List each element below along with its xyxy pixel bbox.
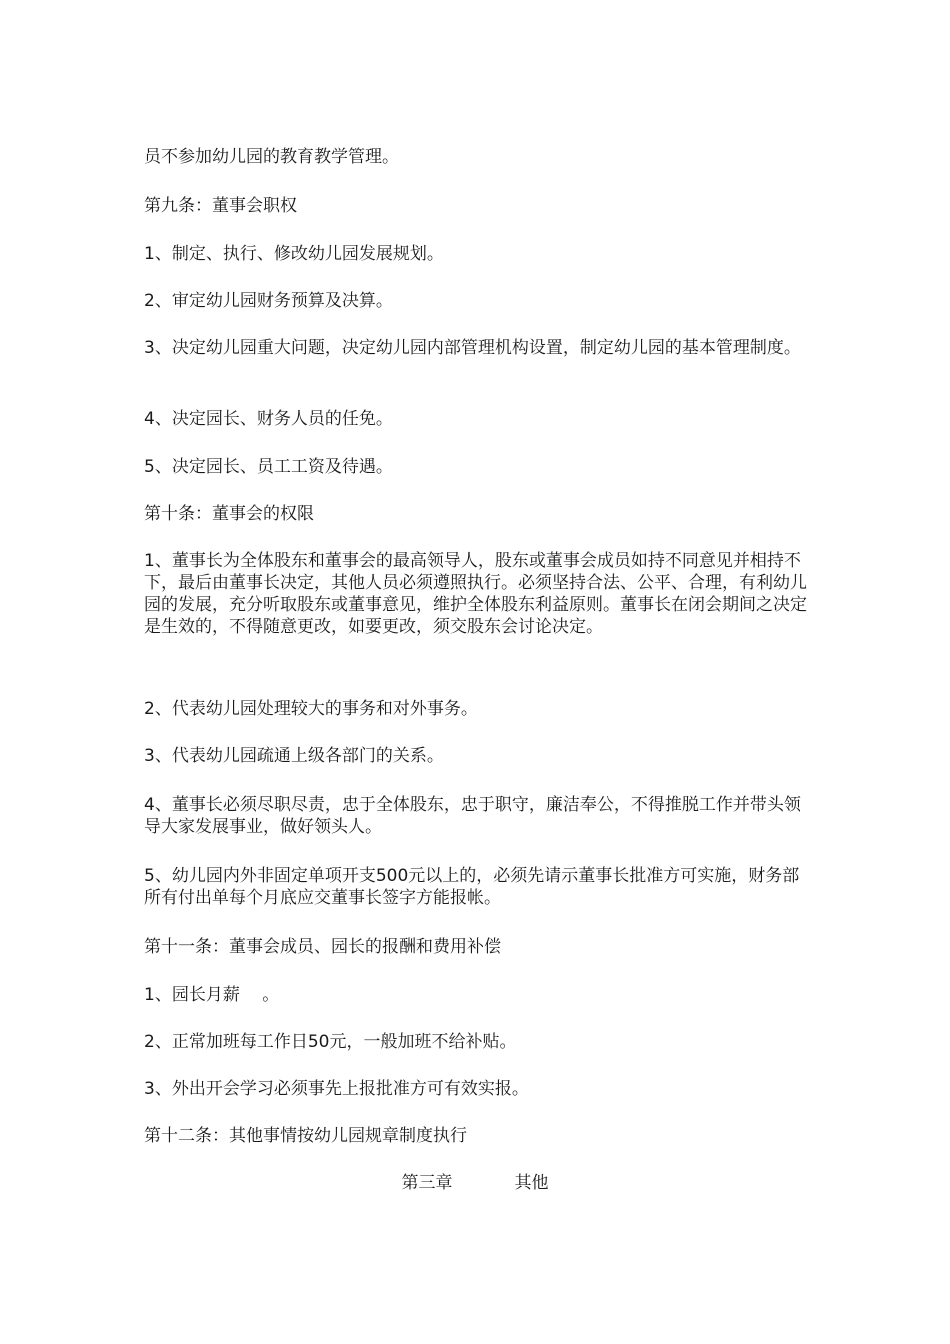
paragraph: 3、决定幼儿园重大问题，决定幼儿园内部管理机构设置，制定幼儿园的基本管理制度。 [144,338,801,358]
article-heading: 第十一条：董事会成员、园长的报酬和费用补偿 [144,937,501,957]
paragraph: 1、制定、执行、修改幼儿园发展规划。 [144,244,444,264]
paragraph: 5、决定园长、员工工资及待遇。 [144,457,393,477]
chapter-number: 第三章 [401,1173,453,1193]
article-heading: 第十条：董事会的权限 [144,504,314,524]
article-heading: 第九条：董事会职权 [144,196,297,216]
paragraph: 1、董事长为全体股东和董事会的最高领导人，股东或董事会成员如持不同意见并相持不下，最后由董事长决定，其他人员必须遵照执行。必须坚持合法、公平、合理，有利幼儿园的发展，充分听取股东或董事意见，维护全体股东利益原则。董事长在闭会期间之决定是生效的，不得随意更改，如要更改，须交股东会讨论决定。 [144,551,807,637]
chapter-title: 其他 [514,1173,549,1193]
paragraph: 5、幼儿园内外非固定单项开支500元以上的，必须先请示董事长批准方可实施，财务部所有付出单每个月底应交董事长签字方能报帐。 [144,866,800,908]
paragraph: 3、外出开会学习必须事先上报批准方可有效实报。 [144,1079,529,1099]
paragraph: 4、决定园长、财务人员的任免。 [144,409,393,429]
paragraph: 员不参加幼儿园的教育教学管理。 [144,147,399,167]
paragraph: 4、董事长必须尽职尽责，忠于全体股东，忠于职守，廉洁奉公，不得推脱工作并带头领导大家发展事业，做好领头人。 [144,795,801,837]
chapter-heading [0,1172,950,1194]
article-heading: 第十二条：其他事情按幼儿园规章制度执行 [144,1126,467,1146]
paragraph: 2、正常加班每工作日50元，一般加班不给补贴。 [144,1032,517,1052]
paragraph: 2、审定幼儿园财务预算及决算。 [144,291,393,311]
paragraph: 2、代表幼儿园处理较大的事务和对外事务。 [144,699,478,719]
paragraph: 1、园长月薪 。 [144,985,280,1005]
paragraph: 3、代表幼儿园疏通上级各部门的关系。 [144,746,444,766]
